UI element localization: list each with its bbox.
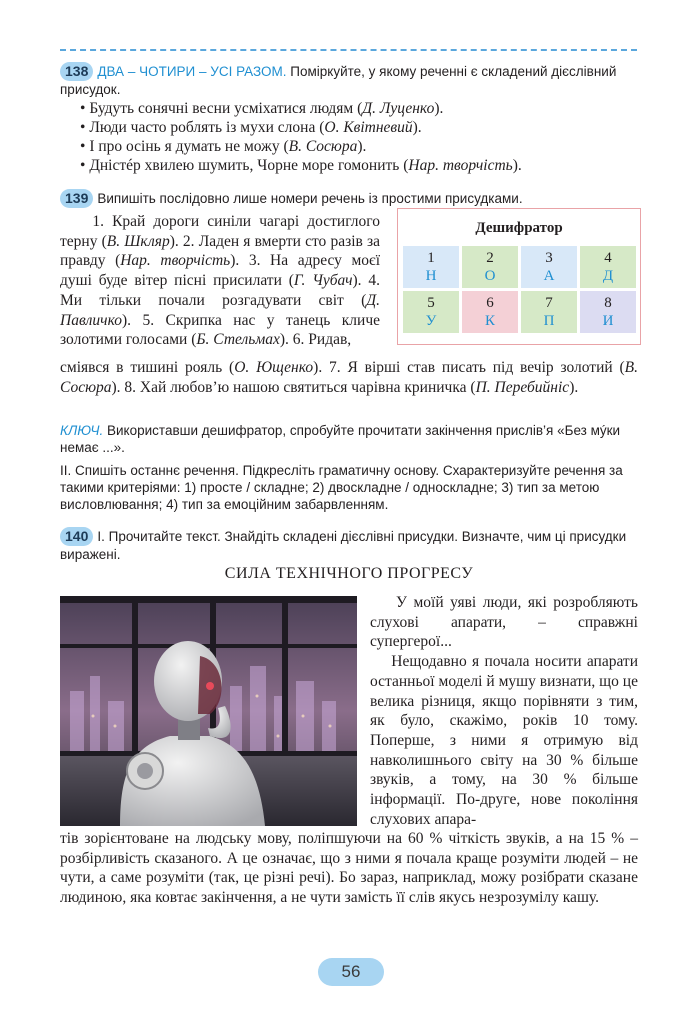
part-two-paragraph (60, 462, 638, 513)
decoder-cell (521, 291, 577, 333)
decoder-cell-number: 7 (545, 295, 553, 311)
key-paragraph (60, 422, 638, 456)
task-number-badge: 138 (60, 62, 93, 81)
task-139-text-top: 1. Край дороги синіли чагарі достиглого терну (В. Шкляр). 2. Ладен я вмерти сто разів за правду (Нар. творчість). 3. На адресу моєї душі буде вітер пісні присилати (Г. Чубач). 4. Ми тільки почали розгадувати світ (Д. Павличко). 5. Скрипка нас у танець кличе золотими голосами (Б. Стельмах). 6. Ридав, (60, 213, 380, 349)
page-number: 56 (318, 958, 384, 986)
list-item: • Люди часто роблять із мухи слона (О. Квітневий). (80, 118, 522, 137)
task-139 (60, 189, 638, 208)
decoder-cell (580, 291, 636, 333)
article-text-right: У моїй уяві люди, які розробляють слухові апарати, – справжні супергерої... Нещодавно я почала носити апарати останньої моделі й мушу визнати, що це велика різниця, якщо порівняти з тим, як було, скажімо, років 10 тому. Поперше, з ними я отримую від навколишнього світу на 30 % більше звуків, а тому, на 30 % більше інформації. По-друге, нове покоління слухових апара- (370, 594, 638, 828)
decoder-cell (462, 291, 518, 333)
decoder-cell-letter: Д (602, 268, 614, 284)
text-title: СИЛА ТЕХНІЧНОГО ПРОГРЕСУ (224, 565, 474, 582)
task-title: ДВА – ЧОТИРИ – УСІ РАЗОМ. (97, 64, 287, 79)
top-dashed-divider (60, 49, 637, 51)
list-item: • Дністéр хвилею шумить, Чорне море гомонить (Нар. творчість). (80, 156, 522, 175)
decoder-cell (403, 246, 459, 288)
part-two-text: ІІ. Спишіть останнє речення. Підкресліть граматичну основу. Схарактеризуйте речення за такими критеріями: 1) просте / складне; 2) двоскладне / односкладне; 3) тип за метою висловлювання; 4) тип за емоційним забарвленням. (60, 463, 623, 512)
decoder-cell-number: 5 (427, 295, 435, 311)
task-instruction: Поміркуйте, у якому реченні є складений дієслівний присудок. (60, 64, 617, 97)
decoder-cell-number: 4 (604, 250, 612, 266)
task-number-badge: 139 (60, 189, 93, 208)
decoder-cell-number: 8 (604, 295, 612, 311)
sentence-list (80, 99, 522, 175)
decoder-cell-number: 3 (545, 250, 553, 266)
decoder-cell (403, 291, 459, 333)
decoder-cell-letter: О (484, 268, 496, 284)
decoder-cell-number: 2 (486, 250, 494, 266)
decoder-cell-letter: К (484, 313, 495, 329)
list-item: • Будуть сонячні весни усміхатися людям (Д. Луценко). (80, 99, 522, 118)
key-text: Використавши дешифратор, спробуйте прочитати закінчення прислів’я «Без мýки немає ...». (60, 423, 621, 455)
task-number-badge: 140 (60, 527, 93, 546)
decoder-table (397, 208, 641, 345)
decoder-cell (580, 246, 636, 288)
decoder-cell-letter: А (543, 268, 555, 284)
decoder-cell-number: 1 (427, 250, 435, 266)
decoder-cell-letter: У (425, 313, 437, 329)
task-139-text-bottom: сміявся в тишині рояль (О. Ющенко). 7. Я вірші став писать під вечір золотий (В. Сосюра). 8. Хай любов’ю нашою святиться чарівна криничка (П. Перебийніс). (60, 359, 638, 396)
decoder-cell-letter: И (602, 313, 614, 329)
task-instruction: Випишіть послідовно лише номери речень із простими присудками. (97, 191, 523, 206)
decoder-title: Дешифратор (475, 220, 563, 236)
decoder-cell-letter: П (543, 313, 555, 329)
task-140 (60, 527, 638, 563)
task-instruction: І. Прочитайте текст. Знайдіть складені дієслівні присудки. Визначте, чим ці присудки виражені. (60, 529, 627, 562)
key-label: КЛЮЧ. (60, 423, 104, 438)
decoder-cell-number: 6 (486, 295, 494, 311)
task-138 (60, 62, 638, 98)
list-item: • І про осінь я думать не можу (В. Сосюра). (80, 137, 522, 156)
decoder-grid (403, 246, 635, 333)
robot-image (60, 596, 357, 826)
decoder-cell (462, 246, 518, 288)
decoder-cell (521, 246, 577, 288)
article-text-bottom: тів зорієнтоване на людську мову, поліпшуючи на 60 % чіткість звуків, а на 15 % – розбірливість сказаного. А це означає, що з ними я почала краще розуміти людей – не чути, а саме розуміти (так, це різні речі). Бо зараз, наприклад, можу розібрати сказане людиною, яка ковтає закінчення, а не чути замість її слів якусь незрозумілу кашу. (60, 830, 638, 907)
decoder-cell-letter: Н (425, 268, 437, 284)
